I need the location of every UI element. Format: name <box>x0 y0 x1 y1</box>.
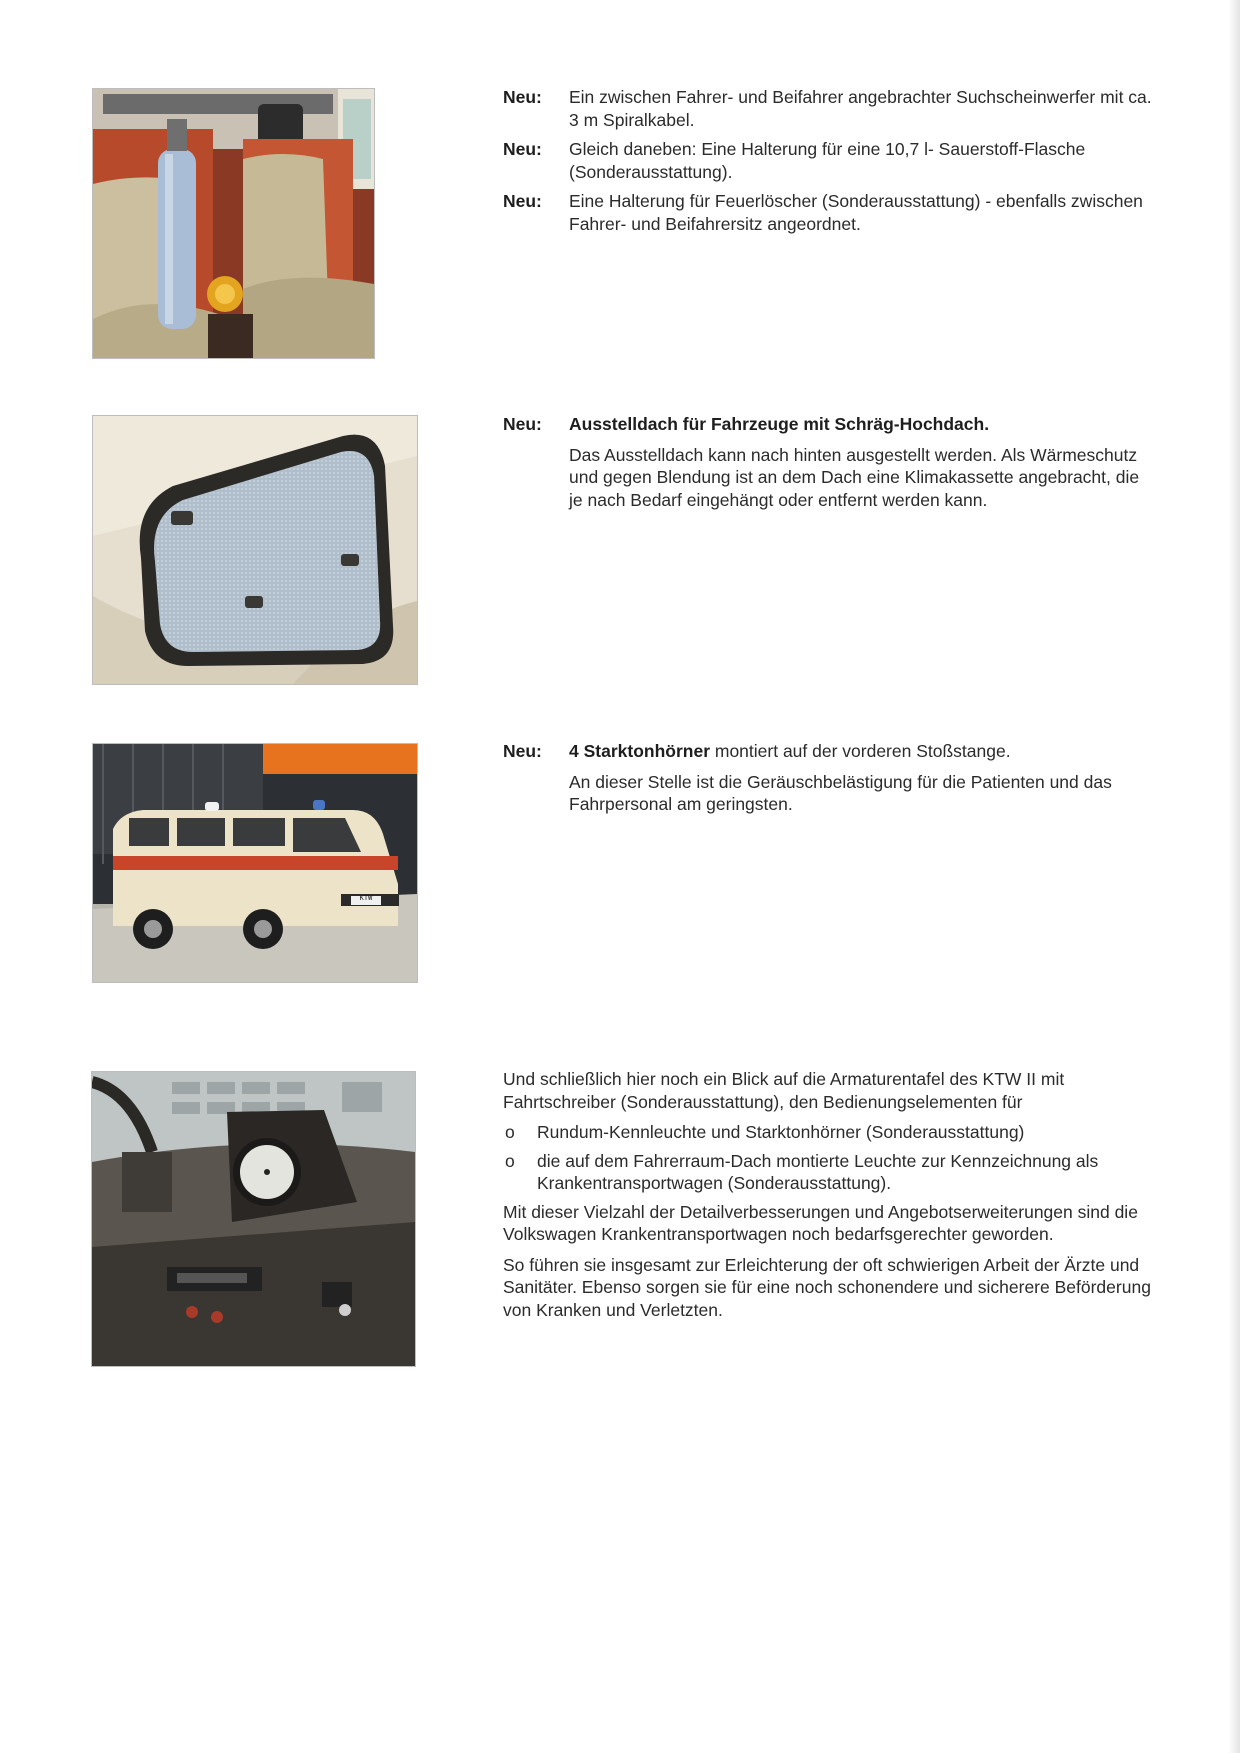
list-item <box>503 1121 1155 1144</box>
section-horns <box>503 740 1155 816</box>
list-item <box>503 1150 1155 1195</box>
bullet-text: Rundum-Kennleuchte und Starktonhörner (Sonderausstattung) <box>537 1122 1025 1142</box>
page-edge-shadow <box>1228 0 1240 1753</box>
photo-dashboard-tachograph <box>91 1071 416 1367</box>
intro-paragraph: Und schließlich hier noch ein Blick auf die Armaturentafel des KTW II mit Fahrtschreiber (Sonderausstattung), den Bedienungselementen für <box>503 1069 1065 1112</box>
new-label: Neu: <box>503 87 542 107</box>
section-cab-equipment <box>503 86 1155 242</box>
new-label: Neu: <box>503 139 542 159</box>
list-item <box>503 740 1155 763</box>
section-body: An dieser Stelle ist die Geräuschbelästigung für die Patienten und das Fahrpersonal am geringsten. <box>569 771 1112 814</box>
photo-pop-up-roof <box>92 415 418 685</box>
new-label: Neu: <box>503 414 542 434</box>
new-label: Neu: <box>503 191 542 211</box>
bullet-text: die auf dem Fahrerraum-Dach montierte Leuchte zur Kennzeichnung als Krankentransportwagen (Sonderausstattung). <box>537 1150 1099 1193</box>
new-label: Neu: <box>503 741 542 761</box>
section-heading: 4 Starktonhörner <box>569 741 710 761</box>
bullet-circle-icon: o <box>505 1122 515 1142</box>
section-heading-rest: montiert auf der vorderen Stoßstange. <box>710 741 1011 761</box>
section-heading-line <box>569 740 1155 763</box>
item-text: Ein zwischen Fahrer- und Beifahrer angebrachter Suchscheinwerfer mit ca. 3 m Spiralkabel. <box>569 87 1152 130</box>
summary-paragraph: Mit dieser Vielzahl der Detailverbesserungen und Angebotserweiterungen sind die Volkswagen Krankentransportwagen noch bedarfsgerechter geworden. <box>503 1201 1138 1244</box>
list-item <box>503 86 1155 131</box>
section-body: Das Ausstelldach kann nach hinten ausgestellt werden. Als Wärmeschutz und gegen Blendung ist an dem Dach eine Klimakassette angebracht, die je nach Bedarf eingehängt oder entfernt werden kann. <box>569 444 1140 510</box>
section-heading: Ausstelldach für Fahrzeuge mit Schräg-Hochdach. <box>569 414 990 434</box>
photo-ambulance-van <box>92 743 418 983</box>
closing-paragraph: So führen sie insgesamt zur Erleichterung der oft schwierigen Arbeit der Ärzte und Sanitäter. Ebenso sorgen sie für eine noch schonendere und sicherere Beförderung von Kranken und Verletzten. <box>503 1254 1151 1320</box>
section-dashboard <box>503 1068 1155 1329</box>
list-item <box>503 413 1155 436</box>
list-item <box>503 138 1155 183</box>
section-pop-up-roof <box>503 413 1155 511</box>
bullet-circle-icon: o <box>505 1150 515 1171</box>
item-text: Eine Halterung für Feuerlöscher (Sonderausstattung) - ebenfalls zwischen Fahrer- und Beifahrersitz angeordnet. <box>569 191 1143 234</box>
item-text: Gleich daneben: Eine Halterung für eine 10,7 l- Sauerstoff-Flasche (Sonderausstattung). <box>569 139 1086 182</box>
list-item <box>503 190 1155 235</box>
photo-cab-oxygen-bottle <box>92 88 375 359</box>
van-license-plate: KTW <box>359 894 373 902</box>
